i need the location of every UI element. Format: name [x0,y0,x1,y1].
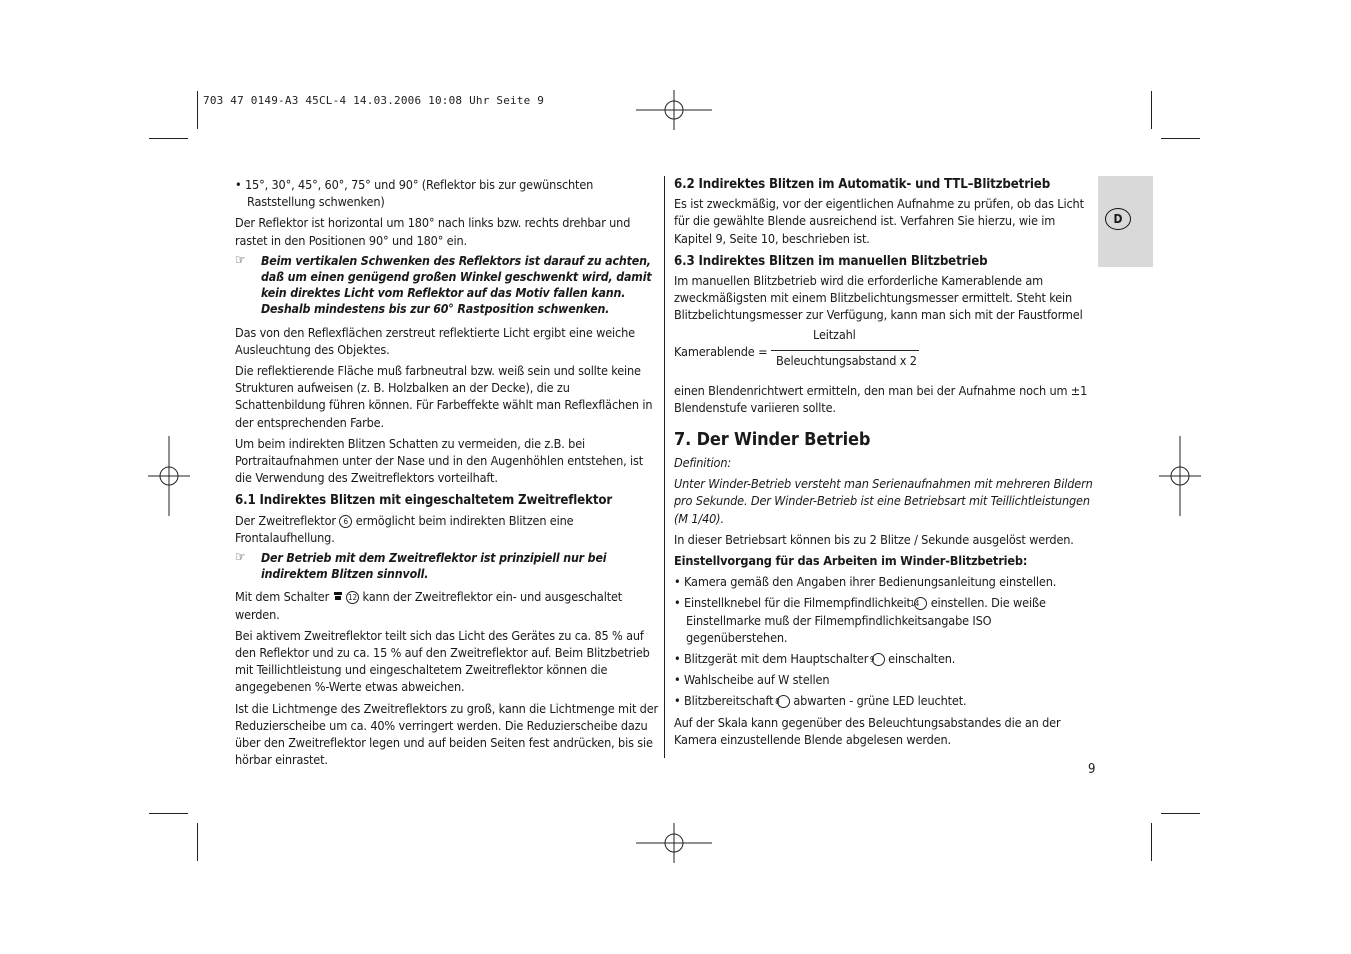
crop-mark [149,813,188,814]
bullet-angles: • 15°, 30°, 45°, 60°, 75° und 90° (Reflektor bis zur gewünschten Raststellung schwenken) [235,177,594,210]
registration-mark-bottom [634,823,714,863]
crop-mark [197,91,198,129]
crop-mark [149,138,188,139]
pointing-hand-icon: ☞ [235,550,246,566]
section-heading-6-1: 6.1 Indirektes Blitzen mit eingeschaltetem Zweitreflektor [235,493,613,509]
paragraph-schalter: Mit dem Schalter 12 kann der Zweitreflektor ein- und ausgeschaltet werden. [235,589,623,622]
formula-numerator: Leitzahl [813,326,856,342]
einstell-heading: Einstellvorgang für das Arbeiten im Winder-Blitzbetrieb: [674,553,1028,569]
left-column [235,176,659,773]
paragraph-aktiv: Bei aktivem Zweitreflektor teilt sich das Licht des Gerätes zu ca. 85 % auf den Reflektor und zu ca. 15 % auf den Zweitreflektor auf. Beim Blitzbetrieb mit Teillichtleistung und eingeschaltetem Zweitreflektor können die angegebenen %-Werte etwas abweichen. [235,627,650,695]
column-divider [664,176,665,758]
paragraph-zweitreflektor: Der Zweitreflektor 6 ermöglicht beim indirekten Blitzen eine Frontalaufhellung. [235,512,574,545]
language-tab-letter: D [1105,208,1131,230]
definition-label: Definition: [674,455,732,471]
paragraph-skala: Auf der Skala kann gegenüber des Beleuchtungsabstandes die an der Kamera einzustellende Blende abgelesen werden. [674,714,1061,747]
page-number: 9 [1088,762,1096,777]
crop-mark [1151,823,1152,861]
note-zweitreflektor [235,550,659,582]
section-heading-6-3: 6.3 Indirektes Blitzen im manuellen Blitzbetrieb [674,253,988,269]
reference-number: 12 [347,593,358,603]
paragraph-richtwert: einen Blendenrichtwert ermitteln, den man bei der Aufnahme noch um ±1 Blendenstufe variieren sollte. [674,382,1088,415]
reference-number: 14 [914,597,927,610]
registration-mark-top [634,90,714,130]
bullet-knebel: • Einstellknebel für die Filmempfindlichkeit 14 einstellen. Die weiße Einstellmarke muß der Filmempfindlichkeitsangabe ISO gegenüberstehen. [674,595,1046,645]
bullet-kamera: • Kamera gemäß den Angaben ihrer Bedienungsanleitung einstellen. [674,574,1057,590]
paragraph-6-2: Es ist zweckmäßig, vor der eigentlichen Aufnahme zu prüfen, ob das Licht für die gewählte Blende ausreichend ist. Verfahren Sie hierzu, wie im Kapitel 9, Seite 10, beschrieben ist. [674,196,1084,246]
reference-number: 8 [777,695,790,708]
reference-number: 9 [872,653,885,666]
print-header: 703 47 0149-A3 45CL-4 14.03.2006 10:08 Uhr Seite 9 [203,94,545,107]
flash-reflector-symbol-icon [333,591,343,601]
paragraph-licht: Das von den Reflexflächen zerstreut reflektierte Licht ergibt eine weiche Ausleuchtung des Objektes. [235,324,635,357]
formula-denominator: Beleuchtungsabstand x 2 [776,352,917,368]
crop-mark [1161,813,1200,814]
paragraph-reflektor: Der Reflektor ist horizontal um 180° nach links bzw. rechts drehbar und rastet in den Positionen 90° und 180° ein. [235,215,631,248]
registration-mark-right [1159,436,1201,516]
crop-mark [197,823,198,861]
chapter-heading-7: 7. Der Winder Betrieb [674,429,871,451]
note-text: Beim vertikalen Schwenken des Reflektors ist darauf zu achten, daß um einen genügend großen Winkel geschwenkt wird, damit kein direktes Licht vom Reflektor auf das Motiv fallen kann. Deshalb mindestens bis zur 60° Rastposition schwenken. [261,253,652,317]
section-heading-6-2: 6.2 Indirektes Blitzen im Automatik- und TTL–Blitzbetrieb [674,177,1051,192]
crop-mark [1161,138,1200,139]
right-column [674,176,1094,752]
bullet-bereitschaft: • Blitzbereitschaft 8 abwarten - grüne LED leuchtet. [674,693,967,709]
fraction-line [771,350,919,351]
paragraph-schatten: Um beim indirekten Blitzen Schatten zu vermeiden, die z.B. bei Portraitaufnahmen unter der Nase und in den Augenhöhlen entstehen, ist die Verwendung des Zweitreflektors vorteilhaft. [235,435,644,486]
crop-mark [1151,91,1152,129]
bullet-hauptschalter: • Blitzgerät mit dem Hauptschalter 9 einschalten. [674,651,956,667]
note-text: Der Betrieb mit dem Zweitreflektor ist prinzipiell nur bei indirektem Blitzen sinnvoll. [261,551,607,582]
paragraph-lichtmenge: Ist die Lichtmenge des Zweitreflektors zu groß, kann die Lichtmenge mit der Reduzierscheibe um ca. 40% verringert werden. Die Reduzierscheibe dazu über den Zweitreflektor legen und auf beiden Seiten fest andrücken, bis sie hörbar einrastet. [235,700,659,768]
registration-mark-left [148,436,190,516]
paragraph-flaeche: Die reflektierende Fläche muß farbneutral bzw. weiß sein und sollte keine Strukturen aufweisen (z. B. Holzbalken an der Decke), die zu Schattenbildung führen können. Für Farbeffekte wählt man Reflexflächen in der entsprechenden Farbe. [235,363,653,430]
paragraph-blitze: In dieser Betriebsart können bis zu 2 Blitze / Sekunde ausgelöst werden. [674,531,1074,547]
note-vertical-swivel [235,253,659,318]
pointing-hand-icon: ☞ [235,252,246,268]
reference-number: 6 [339,515,352,528]
formula-label: Kamerablende = [674,343,768,359]
definition-text: Unter Winder-Betrieb versteht man Serienaufnahmen mit mehreren Bildern pro Sekunde. Der Winder-Betrieb ist eine Betriebsart mit Teillichtleistungen (M 1/40). [674,476,1093,526]
formula [674,328,1094,374]
bullet-wahlscheibe: • Wahlscheibe auf W stellen [674,672,830,688]
paragraph-6-3: Im manuellen Blitzbetrieb wird die erforderliche Kamerablende am zweckmäßigsten mit einem Blitzbelichtungsmesser ermittelt. Steht kein Blitzbelichtungsmesser zur Verfügung, kann man sich mit der Faustformel [674,273,1083,323]
